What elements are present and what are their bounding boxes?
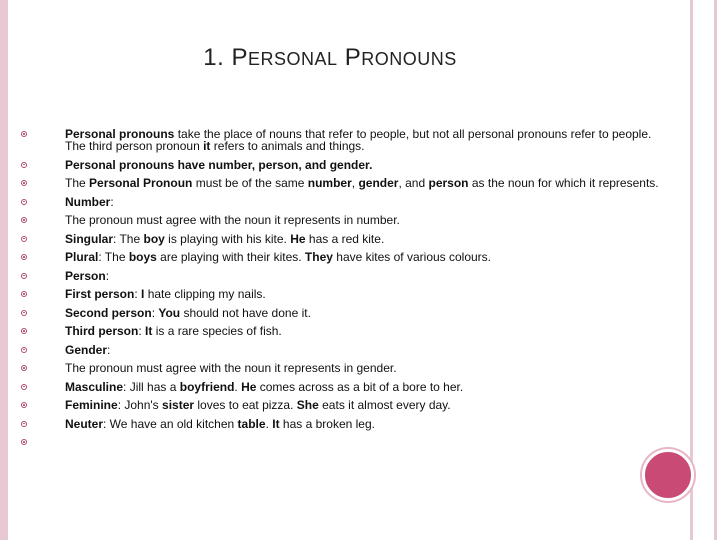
title-word-2-rest: RONOUNS [361,49,457,69]
bullet-text: , [351,176,359,190]
bullet-text: : [138,324,146,338]
bullet-text: eats it almost every day. [318,398,451,412]
bullet-text: Singular [65,231,114,246]
bullet-text: Neuter [65,416,104,431]
bullet-text: Masculine [65,379,124,394]
bullet-text: It [145,324,153,338]
left-decorative-border [0,0,8,540]
bullet-text: has a red kite. [305,231,385,246]
bullet-text: She [296,398,319,412]
bullet-text: : [107,342,111,357]
bullet-text: You [158,305,181,320]
bullet-item [20,399,660,411]
bullet-icon [21,421,27,427]
bullet-text: : [151,305,159,320]
bullet-text: are playing with their kites. [156,250,305,264]
bullet-text: The pronoun must agree with the noun it represents in number. [65,213,400,227]
slide-title [0,44,660,72]
bullet-text: . [234,379,242,394]
bullet-item [20,288,660,300]
bullet-text: The [65,176,90,190]
bullet-text: Person [65,268,106,283]
bullet-item [20,214,660,226]
bullet-icon [21,199,27,205]
bullet-item [20,362,660,374]
bullet-text: : The [113,231,144,246]
bullet-text: They [304,250,333,264]
bullet-text: must be of the same [192,176,308,190]
bullet-text: : [110,194,114,209]
bullet-text: He [241,379,257,394]
bullet-item [20,196,660,208]
bullet-text: First person [65,287,135,301]
bullet-item [20,233,660,245]
bullet-text: Third person [65,324,139,338]
bullet-text: Feminine [65,398,118,412]
bullet-text: gender [358,176,399,190]
bullet-text: The pronoun must agree with the noun it represents in gender. [65,361,397,375]
bullet-text: Personal Pronoun [89,176,193,190]
right-decorative-border-outer [714,0,717,540]
bullet-text: boys [128,250,157,264]
bullet-item [20,381,660,393]
bullet-text: I [141,287,145,301]
bullet-icon [21,328,27,334]
bullet-list [20,128,660,436]
bullet-text: have kites of various colours. [332,250,492,264]
bullet-text: is playing with his kite. [164,231,291,246]
bullet-icon [21,236,27,242]
bullet-item [20,307,660,319]
bullet-text: boyfriend [179,379,235,394]
bullet-text: sister [162,398,195,412]
bullet-icon [21,310,27,316]
bullet-text: : Jill has a [123,379,180,394]
bullet-icon [21,291,27,297]
bullet-text: take the place of nouns that refer to people, but not all personal pronouns refer to people. The third person pronoun [65,127,652,153]
bullet-text: : John's [117,398,163,412]
bullet-text: refers to animals and things. [210,139,365,153]
bullet-item [20,251,660,263]
bullet-icon [21,131,27,137]
decorative-circle [642,449,694,501]
bullet-text: hate clipping my nails. [144,287,266,301]
title-word-1-rest: ERSONAL [247,49,338,69]
title-word-1-cap: P [231,44,248,71]
bullet-icon [21,365,27,371]
bullet-text: He [290,231,306,246]
bullet-item [20,128,660,152]
bullet-text: is a rare species of fish. [152,324,282,338]
bullet-icon [21,384,27,390]
bullet-text: Gender [65,342,108,357]
bullet-icon [21,217,27,223]
bullet-item [20,418,660,430]
bullet-text: person [428,176,469,190]
bullet-icon [21,180,27,186]
bullet-item [20,270,660,282]
bullet-icon [21,162,27,168]
bullet-text: Plural [65,250,99,264]
bullet-text: It [272,416,280,431]
bullet-text: loves to eat pizza. [194,398,297,412]
bullet-item [20,325,660,337]
bullet-text: : [134,287,142,301]
bullet-text: Personal pronouns [65,127,175,141]
bullet-text: : We have an old kitchen [103,416,238,431]
bullet-item [20,159,660,171]
title-word-2-cap: P [344,44,362,71]
right-decorative-border [690,0,693,540]
bullet-text: as the noun for which it represents. [468,176,659,190]
bullet-text: , and [398,176,429,190]
bullet-icon [21,254,27,260]
bullet-icon [21,347,27,353]
bullet-text: Personal pronouns have number, person, and gender. [65,157,373,172]
bullet-text: has a broken leg. [279,416,375,431]
bullet-text: table [237,416,266,431]
bullet-text: Number [65,194,111,209]
bullet-text: comes across as a bit of a bore to her. [256,379,464,394]
bullet-item [20,344,660,356]
bullet-text: : [105,268,110,283]
title-number: 1. [203,44,225,71]
bullet-text: should not have done it. [180,305,311,320]
bullet-text: Second person [65,305,152,320]
bullet-text: . [265,416,273,431]
bullet-icon [21,439,27,445]
bullet-text: boy [143,231,165,246]
bullet-icon [21,273,27,279]
bullet-icon [21,402,27,408]
bullet-text: it [203,139,211,153]
bullet-text: : The [98,250,129,264]
bullet-item [20,177,660,189]
bullet-text: number [307,176,352,190]
